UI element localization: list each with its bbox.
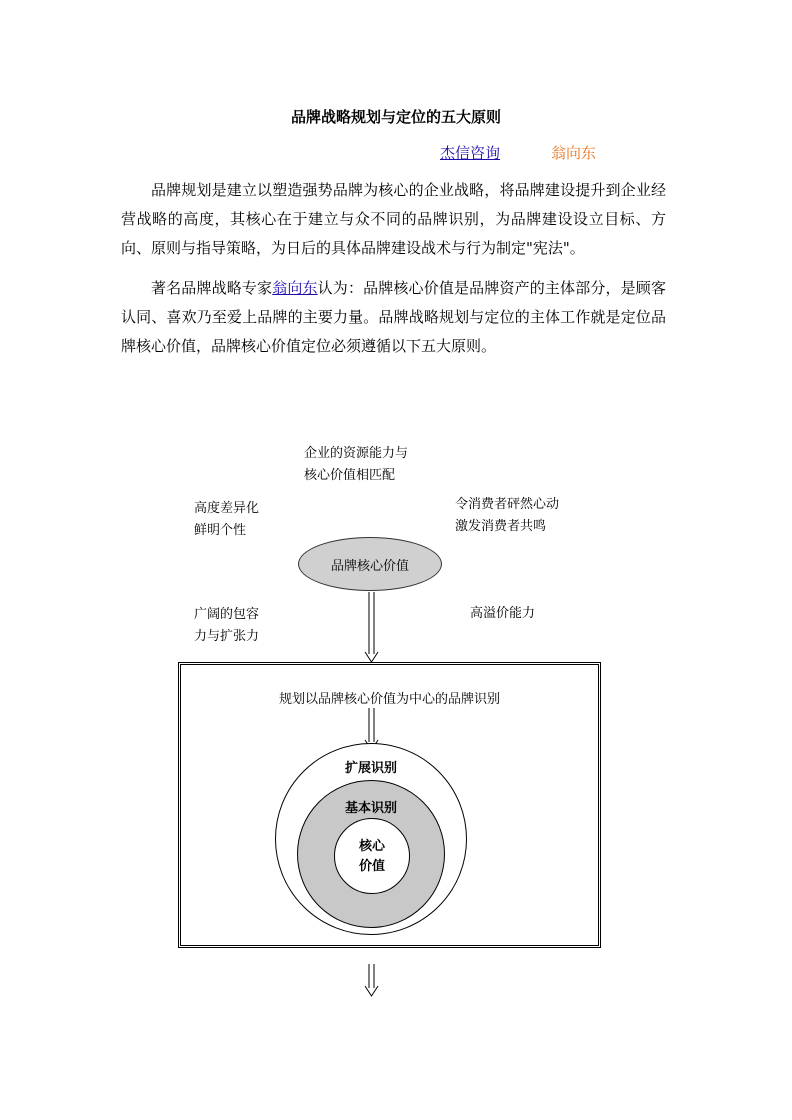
basic-identity-label: 基本识别 xyxy=(344,801,397,816)
label-right-top xyxy=(455,494,559,538)
label-left-bottom xyxy=(194,604,259,648)
core-value-inner-line1: 核心 xyxy=(358,839,385,854)
extended-identity-label: 扩展识别 xyxy=(344,761,397,776)
label-top-line2: 核心价值相匹配 xyxy=(304,468,396,483)
org-link[interactable]: 杰信咨询 xyxy=(440,144,501,162)
core-value-ellipse xyxy=(298,537,442,591)
label-top xyxy=(304,443,408,487)
label-left-bottom-line2: 力与扩张力 xyxy=(194,629,260,644)
core-value-inner-label xyxy=(334,837,410,877)
label-right-bottom: 高溢价能力 xyxy=(470,606,536,621)
label-right-top-line1: 令消费者砰然心动 xyxy=(455,497,560,512)
author-name: 翁向东 xyxy=(551,144,597,162)
label-left-top-line1: 高度差异化 xyxy=(194,501,260,516)
paragraph-2-text-rest: 认为：品牌核心价值是品牌资产的主体部分，是顾客认同、喜欢乃至爱上品牌的主要力量。品牌战略规划与定位的主体工作就是定位品牌核心价值，品牌核心价值定位必须遵循以下五大原则。 xyxy=(121,279,666,355)
label-right-top-line2: 激发消费者共鸣 xyxy=(455,519,547,534)
document-title: 品牌战略规划与定位的五大原则 xyxy=(290,108,501,126)
label-left-top-line2: 鲜明个性 xyxy=(194,523,247,538)
core-value-label: 品牌核心价值 xyxy=(330,558,409,574)
paragraph-2 xyxy=(121,274,666,361)
arrow-down-icon xyxy=(364,962,380,998)
label-left-top xyxy=(194,498,259,542)
core-value-inner-line2: 价值 xyxy=(358,859,385,874)
paragraph-1: 品牌规划是建立以塑造强势品牌为核心的企业战略，将品牌建设提升到企业经营战略的高度，其核心在于建立与众不同的品牌识别，为品牌建设设立目标、方向、原则与指导策略，为日后的具体品牌建设战术与行为制定"宪法"。 xyxy=(121,181,666,257)
expert-link[interactable]: 翁向东 xyxy=(272,279,318,297)
paragraph-2-text: 著名品牌战略专家 xyxy=(151,279,273,297)
arrow-down-icon xyxy=(364,590,380,664)
box-title: 规划以品牌核心价值为中心的品牌识别 xyxy=(278,692,500,707)
label-top-line1: 企业的资源能力与 xyxy=(304,446,409,461)
label-left-bottom-line1: 广阔的包容 xyxy=(194,607,260,622)
